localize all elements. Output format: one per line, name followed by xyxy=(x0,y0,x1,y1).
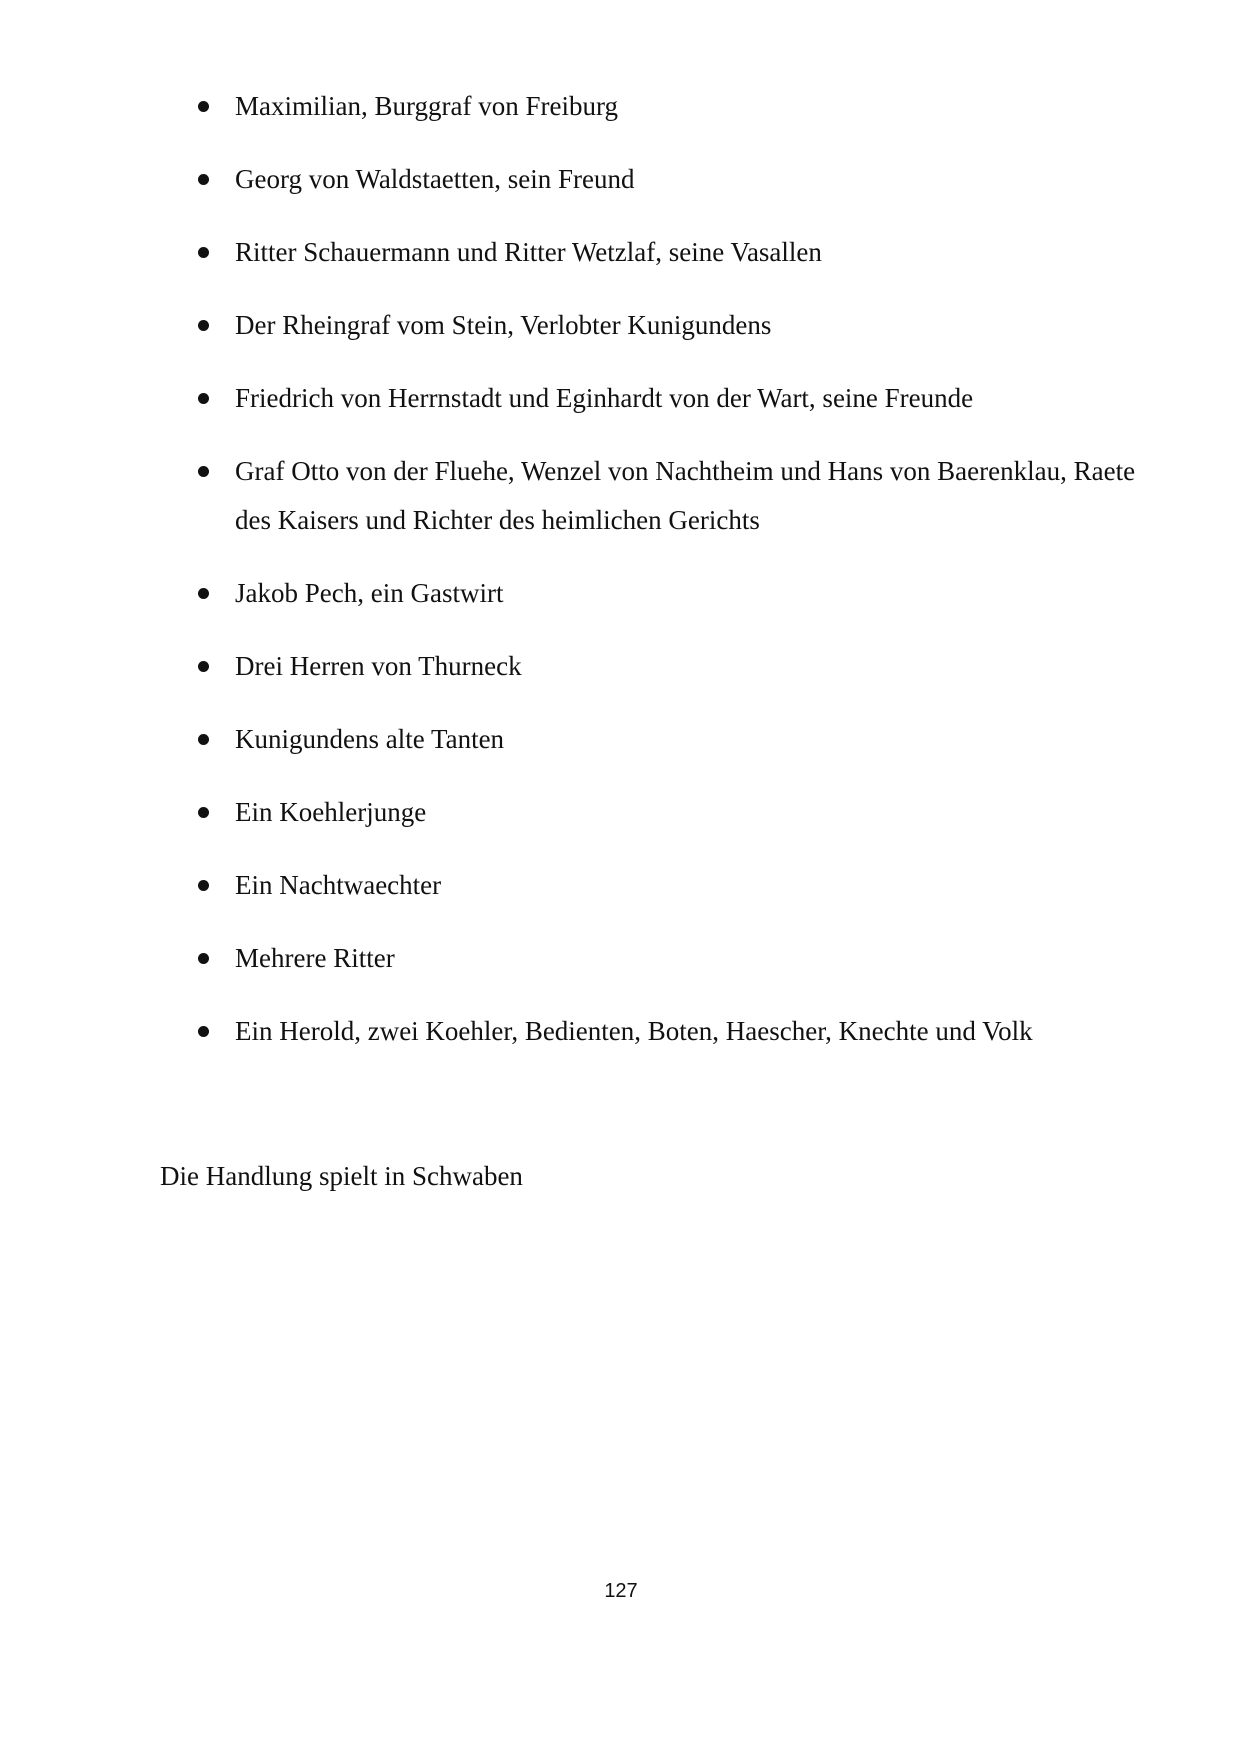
bullet-icon xyxy=(198,953,209,964)
bullet-icon xyxy=(198,880,209,891)
cast-item-text: Friedrich von Herrnstadt und Eginhardt von der Wart, seine Freunde xyxy=(235,383,974,413)
cast-item-text: Mehrere Ritter xyxy=(235,943,395,973)
cast-item-text: Der Rheingraf vom Stein, Verlobter Kunigundens xyxy=(235,310,772,340)
bullet-icon xyxy=(198,807,209,818)
bullet-icon xyxy=(198,661,209,672)
cast-item-text: Graf Otto von der Fluehe, Wenzel von Nachtheim und Hans von Baerenklau, Raete des Kaisers und Richter des heimlichen Gerichts xyxy=(235,456,1136,535)
cast-item-text: Kunigundens alte Tanten xyxy=(235,724,505,754)
bullet-icon xyxy=(198,320,209,331)
cast-item-text: Georg von Waldstaetten, sein Freund xyxy=(235,164,635,194)
bullet-icon xyxy=(198,734,209,745)
cast-item-text: Jakob Pech, ein Gastwirt xyxy=(235,578,504,608)
bullet-icon xyxy=(198,101,209,112)
page-number: 127 xyxy=(604,1580,638,1602)
cast-item-text: Drei Herren von Thurneck xyxy=(235,651,522,681)
cast-item-text: Ritter Schauermann und Ritter Wetzlaf, seine Vasallen xyxy=(235,237,822,267)
setting-text: Die Handlung spielt in Schwaben xyxy=(160,1161,523,1191)
bullet-icon xyxy=(198,466,209,477)
cast-item-text: Ein Nachtwaechter xyxy=(235,870,442,900)
cast-item-text: Ein Herold, zwei Koehler, Bedienten, Boten, Haescher, Knechte und Volk xyxy=(235,1016,1033,1046)
bullet-icon xyxy=(198,588,209,599)
bullet-icon xyxy=(198,174,209,185)
cast-item-text: Ein Koehlerjunge xyxy=(235,797,427,827)
bullet-icon xyxy=(198,1026,209,1037)
cast-item-text: Maximilian, Burggraf von Freiburg xyxy=(235,91,618,121)
bullet-icon xyxy=(198,247,209,258)
bullet-icon xyxy=(198,393,209,404)
